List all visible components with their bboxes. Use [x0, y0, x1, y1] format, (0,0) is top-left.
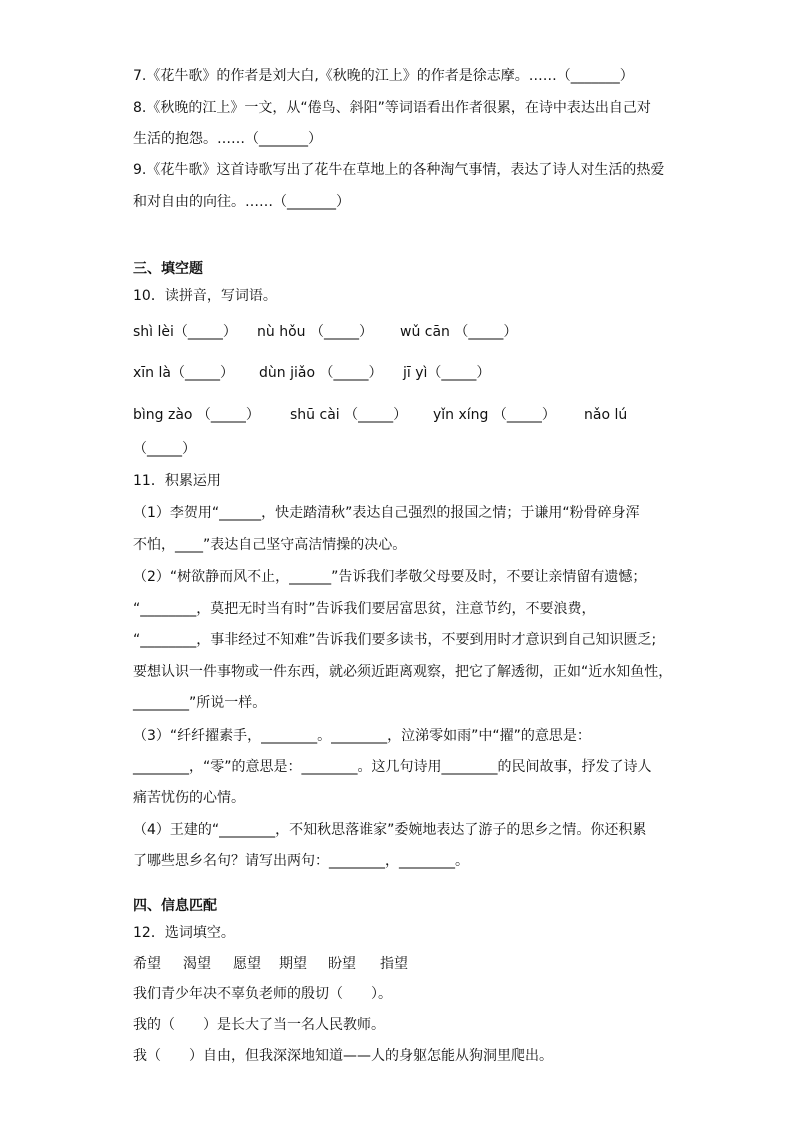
word-option: 愿望 — [233, 956, 261, 972]
section-3-heading: 三、填空题 — [133, 261, 203, 277]
sentence-item: 我的（ ）是长大了当一名人民教师。 — [133, 1017, 385, 1033]
q11-line: ________”所说一样。 — [133, 695, 267, 711]
word-option: 期望 — [279, 956, 307, 972]
q11-line: “________，事非经过不知难”告诉我们要多读书，不要到用时才意识到自己知识匮乏; — [133, 632, 657, 648]
pinyin-row-4: （_____） — [133, 441, 196, 457]
question-8-line-1: 8.《秋晚的江上》一文，从“倦鸟、斜阳”等词语看出作者很累，在诗中表达出自己对 — [133, 100, 651, 116]
pinyin-item: xīn là（_____） — [133, 365, 234, 381]
pinyin-item: shì lèi（_____） — [133, 324, 237, 340]
q11-line: 了哪些思乡名句？请写出两句：________，________。 — [133, 853, 469, 869]
pinyin-item: yǐn xíng （_____） — [433, 407, 556, 423]
pinyin-item: jī yì（_____） — [403, 365, 491, 381]
question-8-line-2: 生活的抱怨。……（_______） — [133, 131, 322, 147]
question-11-title: 11．积累运用 — [133, 473, 221, 489]
question-7: 7.《花牛歌》的作者是刘大白,《秋晚的江上》的作者是徐志摩。……（_______） — [133, 68, 634, 84]
q11-line: “________，莫把无时当有时”告诉我们要居富思贫，注意节约，不要浪费， — [133, 601, 596, 617]
q11-line: （2）“树欲静而风不止，______”告诉我们孝敬父母要及时，不要让亲情留有遗憾； — [133, 569, 647, 585]
section-4-heading: 四、信息匹配 — [133, 898, 217, 914]
pinyin-item: nù hǒu （_____） — [257, 324, 373, 340]
question-9-line-2: 和对自由的向往。……（_______） — [133, 194, 350, 210]
word-option: 指望 — [380, 956, 408, 972]
pinyin-item: dùn jiǎo （_____） — [259, 365, 383, 381]
sentence-item: 我（ ）自由，但我深深地知道——人的身躯怎能从狗洞里爬出。 — [133, 1048, 553, 1064]
q11-line: 痛苦忧伤的心情。 — [133, 790, 245, 806]
q11-line: （3）“纤纤擢素手，________。________，泣涕零如雨”中“擢”的意思是： — [133, 728, 591, 744]
word-option: 希望 — [133, 956, 161, 972]
sentence-item: 我们青少年决不辜负老师的殷切（ ）。 — [133, 986, 392, 1002]
pinyin-item: wǔ cān （_____） — [400, 324, 518, 340]
pinyin-item: bìng zào （_____） — [133, 407, 260, 423]
question-12-title: 12．选词填空。 — [133, 925, 235, 941]
word-option: 渴望 — [183, 956, 211, 972]
question-9-line-1: 9.《花牛歌》这首诗歌写出了花牛在草地上的各种淘气事情，表达了诗人对生活的热爱 — [133, 162, 665, 178]
q11-line: 要想认识一件事物或一件东西，就必须近距离观察，把它了解透彻，正如“近水知鱼性， — [133, 664, 673, 680]
pinyin-item: shū cài （_____） — [290, 407, 408, 423]
q11-line: （1）李贺用“______，快走踏清秋”表达自己强烈的报国之情；于谦用“粉骨碎身浑 — [133, 505, 640, 521]
word-option: 盼望 — [328, 956, 356, 972]
q11-line: ________，“零”的意思是：________。这几句诗用________的民间故事，抒发了诗人 — [133, 759, 652, 775]
q11-line: （4）王建的“________，不知秋思落谁家”委婉地表达了游子的思乡之情。你还积累 — [133, 822, 647, 838]
pinyin-item: nǎo lú — [584, 407, 628, 423]
question-10-title: 10．读拼音，写词语。 — [133, 288, 277, 304]
q11-line: 不怕，____”表达自己坚守高洁情操的决心。 — [133, 537, 407, 553]
